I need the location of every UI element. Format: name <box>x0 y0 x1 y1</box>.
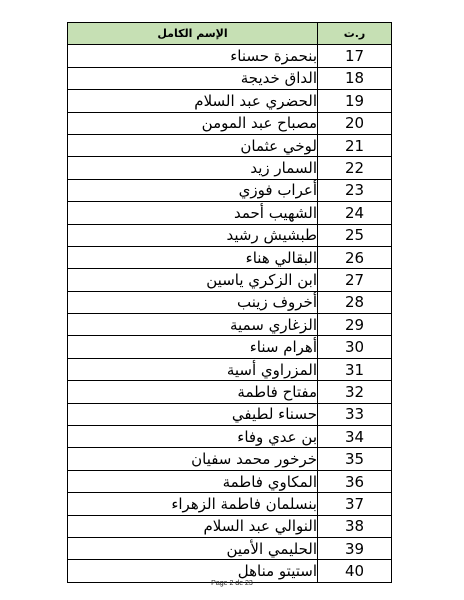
table-row <box>68 381 392 403</box>
serial-number-cell: 39 <box>318 537 392 559</box>
table-row <box>68 448 392 470</box>
full-name-cell: بنحمزة حسناء <box>68 45 318 67</box>
serial-number-cell: 26 <box>318 246 392 268</box>
serial-number-cell: 27 <box>318 269 392 291</box>
serial-number-cell: 20 <box>318 112 392 134</box>
full-name-cell: طبشيش رشيد <box>68 224 318 246</box>
serial-number-cell: 40 <box>318 560 392 582</box>
table-row <box>68 202 392 224</box>
table-row <box>68 246 392 268</box>
serial-number-cell: 37 <box>318 493 392 515</box>
table-row <box>68 560 392 582</box>
full-name-cell: الداق خديجة <box>68 67 318 89</box>
table-row <box>68 358 392 380</box>
serial-number-cell: 35 <box>318 448 392 470</box>
full-name-cell: البقالي هناء <box>68 246 318 268</box>
table-row <box>68 336 392 358</box>
table-row <box>68 493 392 515</box>
full-name-cell: خرخور محمد سفيان <box>68 448 318 470</box>
full-name-cell: مصباح عبد المومن <box>68 112 318 134</box>
table-row <box>68 291 392 313</box>
table-row <box>68 179 392 201</box>
names-table <box>67 22 392 583</box>
table-row <box>68 269 392 291</box>
header-serial-number: ر.ت <box>318 23 392 45</box>
full-name-cell: الشهيب أحمد <box>68 202 318 224</box>
full-name-cell: المكاوي فاطمة <box>68 470 318 492</box>
serial-number-cell: 19 <box>318 90 392 112</box>
serial-number-cell: 38 <box>318 515 392 537</box>
full-name-cell: الحليمي الأمين <box>68 537 318 559</box>
full-name-cell: حسناء لطيفي <box>68 403 318 425</box>
serial-number-cell: 36 <box>318 470 392 492</box>
serial-number-cell: 32 <box>318 381 392 403</box>
serial-number-cell: 18 <box>318 67 392 89</box>
table-row <box>68 314 392 336</box>
table-row <box>68 537 392 559</box>
full-name-cell: الزغاري سمية <box>68 314 318 336</box>
serial-number-cell: 28 <box>318 291 392 313</box>
serial-number-cell: 31 <box>318 358 392 380</box>
table-row <box>68 45 392 67</box>
serial-number-cell: 23 <box>318 179 392 201</box>
table-row <box>68 403 392 425</box>
table-row <box>68 515 392 537</box>
full-name-cell: السمار زيد <box>68 157 318 179</box>
full-name-cell: لوخي عثمان <box>68 134 318 156</box>
serial-number-cell: 24 <box>318 202 392 224</box>
full-name-cell: أخروف زينب <box>68 291 318 313</box>
serial-number-cell: 33 <box>318 403 392 425</box>
full-name-cell: المزراوي أسية <box>68 358 318 380</box>
serial-number-cell: 21 <box>318 134 392 156</box>
table-row <box>68 67 392 89</box>
table-row <box>68 134 392 156</box>
full-name-cell: الحضري عبد السلام <box>68 90 318 112</box>
serial-number-cell: 22 <box>318 157 392 179</box>
full-name-cell: استيتو مناهل <box>68 560 318 582</box>
serial-number-cell: 30 <box>318 336 392 358</box>
full-name-cell: أعراب فوزي <box>68 179 318 201</box>
full-name-cell: بن عدي وفاء <box>68 426 318 448</box>
full-name-cell: مفتاح فاطمة <box>68 381 318 403</box>
page-number-footer: Page 2 de 23 <box>211 580 253 587</box>
table-row <box>68 157 392 179</box>
full-name-cell: بنسلمان فاطمة الزهراء <box>68 493 318 515</box>
serial-number-cell: 34 <box>318 426 392 448</box>
table-row <box>68 470 392 492</box>
full-name-cell: ابن الزكري ياسين <box>68 269 318 291</box>
table-body <box>68 45 392 582</box>
table-row <box>68 224 392 246</box>
full-name-cell: النوالي عبد السلام <box>68 515 318 537</box>
full-name-cell: أهرام سناء <box>68 336 318 358</box>
serial-number-cell: 25 <box>318 224 392 246</box>
table-row <box>68 426 392 448</box>
header-full-name: الإسم الكامل <box>68 23 318 45</box>
table-row <box>68 90 392 112</box>
table-header-row <box>68 23 392 45</box>
table-row <box>68 112 392 134</box>
serial-number-cell: 29 <box>318 314 392 336</box>
serial-number-cell: 17 <box>318 45 392 67</box>
